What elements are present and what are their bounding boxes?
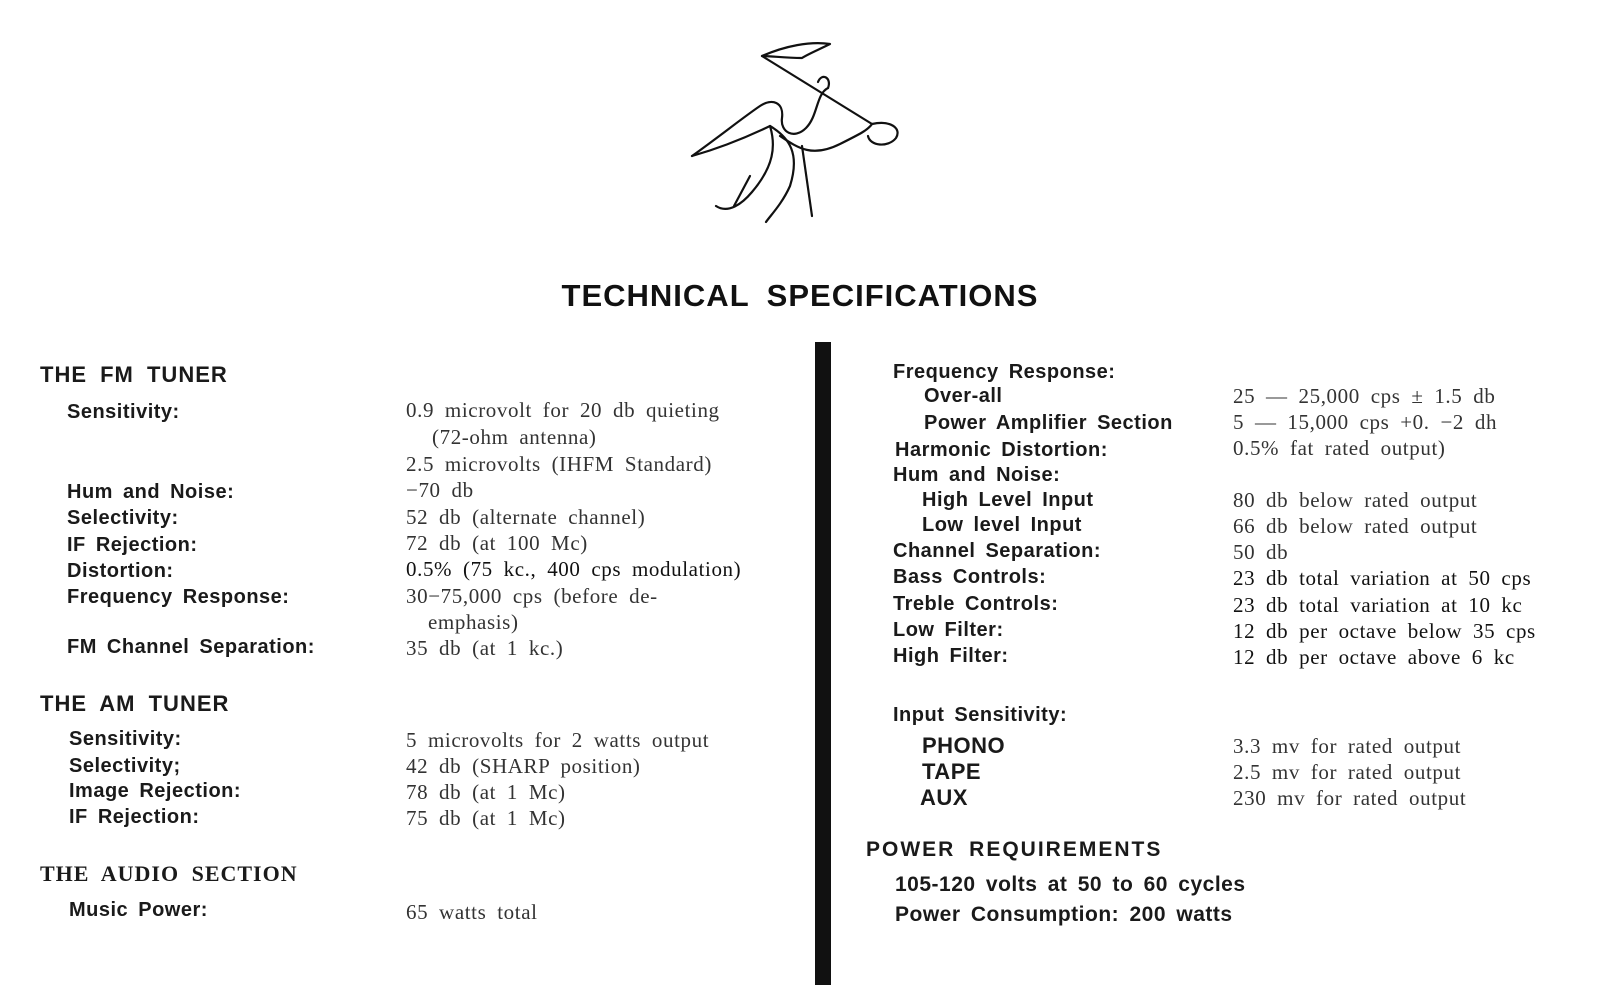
power-amp-value: 5 — 15,000 cps +0. −2 dh: [1233, 410, 1498, 434]
high-level-input-value: 80 db below rated output: [1233, 488, 1478, 512]
am-sensitivity-label: Sensitivity:: [69, 728, 182, 750]
fm-hum-noise-label: Hum and Noise:: [67, 481, 235, 503]
channel-separation-label: Channel Separation:: [893, 540, 1101, 562]
hum-noise-label: Hum and Noise:: [893, 464, 1061, 486]
column-divider: [815, 342, 831, 985]
phono-value: 3.3 mv for rated output: [1233, 734, 1462, 758]
fm-sensitivity-label: Sensitivity:: [67, 401, 180, 423]
am-selectivity-value: 42 db (SHARP position): [406, 754, 641, 778]
treble-controls-label: Treble Controls:: [893, 593, 1059, 615]
audio-section-heading: THE AUDIO SECTION: [40, 861, 298, 886]
aux-value: 230 mv for rated output: [1233, 786, 1467, 810]
low-filter-label: Low Filter:: [893, 619, 1004, 641]
fm-channel-separation-value: 35 db (at 1 kc.): [406, 636, 564, 660]
fm-sensitivity-value: 0.9 microvolt for 20 db quieting: [406, 398, 720, 422]
fm-sensitivity-ihfm: 2.5 microvolts (IHFM Standard): [406, 452, 712, 476]
channel-separation-value: 50 db: [1233, 540, 1289, 564]
fm-hum-noise-value: −70 db: [406, 478, 474, 502]
power-consumption: Power Consumption: 200 watts: [895, 903, 1233, 926]
high-level-input-label: High Level Input: [922, 489, 1094, 511]
aux-label: AUX: [920, 785, 968, 810]
fm-if-rejection-value: 72 db (at 100 Mc): [406, 531, 588, 555]
harmonic-distortion-value: 0.5% fat rated output): [1233, 436, 1446, 460]
bass-controls-value: 23 db total variation at 50 cps: [1233, 566, 1532, 590]
high-filter-value: 12 db per octave above 6 kc: [1233, 645, 1515, 669]
input-sensitivity-label: Input Sensitivity:: [893, 704, 1068, 726]
tape-value: 2.5 mv for rated output: [1233, 760, 1462, 784]
am-sensitivity-value: 5 microvolts for 2 watts output: [406, 728, 710, 752]
page-title: TECHNICAL SPECIFICATIONS: [561, 278, 1039, 313]
fm-sensitivity-note: (72-ohm antenna): [432, 425, 597, 449]
fm-frequency-response-label: Frequency Response:: [67, 586, 290, 608]
am-tuner-heading: THE AM TUNER: [40, 691, 230, 716]
am-if-rejection-value: 75 db (at 1 Mc): [406, 806, 566, 830]
phono-label: PHONO: [922, 733, 1006, 758]
power-requirements-heading: POWER REQUIREMENTS: [866, 838, 1163, 861]
am-image-rejection-label: Image Rejection:: [69, 780, 242, 802]
treble-controls-value: 23 db total variation at 10 kc: [1233, 593, 1523, 617]
fm-channel-separation-label: FM Channel Separation:: [67, 636, 315, 658]
am-if-rejection-label: IF Rejection:: [69, 806, 200, 828]
fm-frequency-response-cont: emphasis): [428, 610, 519, 634]
fm-distortion-value: 0.5% (75 kc., 400 cps modulation): [406, 557, 742, 581]
low-filter-value: 12 db per octave below 35 cps: [1233, 619, 1536, 643]
power-voltage: 105-120 volts at 50 to 60 cycles: [895, 873, 1246, 896]
harmonic-distortion-label: Harmonic Distortion:: [895, 439, 1108, 461]
fm-selectivity-label: Selectivity:: [67, 507, 179, 529]
fm-tuner-heading: THE FM TUNER: [40, 362, 228, 387]
am-image-rejection-value: 78 db (at 1 Mc): [406, 780, 566, 804]
frequency-response-label: Frequency Response:: [893, 361, 1116, 383]
power-amp-label: Power Amplifier Section: [924, 412, 1173, 434]
low-level-input-label: Low level Input: [922, 514, 1082, 536]
tape-label: TAPE: [922, 759, 982, 784]
fm-distortion-label: Distortion:: [67, 560, 174, 582]
music-power-label: Music Power:: [69, 899, 208, 921]
bird-logo-icon: [690, 36, 930, 231]
fm-frequency-response-value: 30−75,000 cps (before de-: [406, 584, 658, 608]
overall-label: Over-all: [924, 385, 1003, 407]
am-selectivity-label: Selectivity;: [69, 755, 181, 777]
overall-value: 25 — 25,000 cps ± 1.5 db: [1233, 384, 1496, 408]
high-filter-label: High Filter:: [893, 645, 1009, 667]
low-level-input-value: 66 db below rated output: [1233, 514, 1478, 538]
music-power-value: 65 watts total: [406, 900, 538, 924]
fm-selectivity-value: 52 db (alternate channel): [406, 505, 646, 529]
fm-if-rejection-label: IF Rejection:: [67, 534, 198, 556]
bass-controls-label: Bass Controls:: [893, 566, 1047, 588]
